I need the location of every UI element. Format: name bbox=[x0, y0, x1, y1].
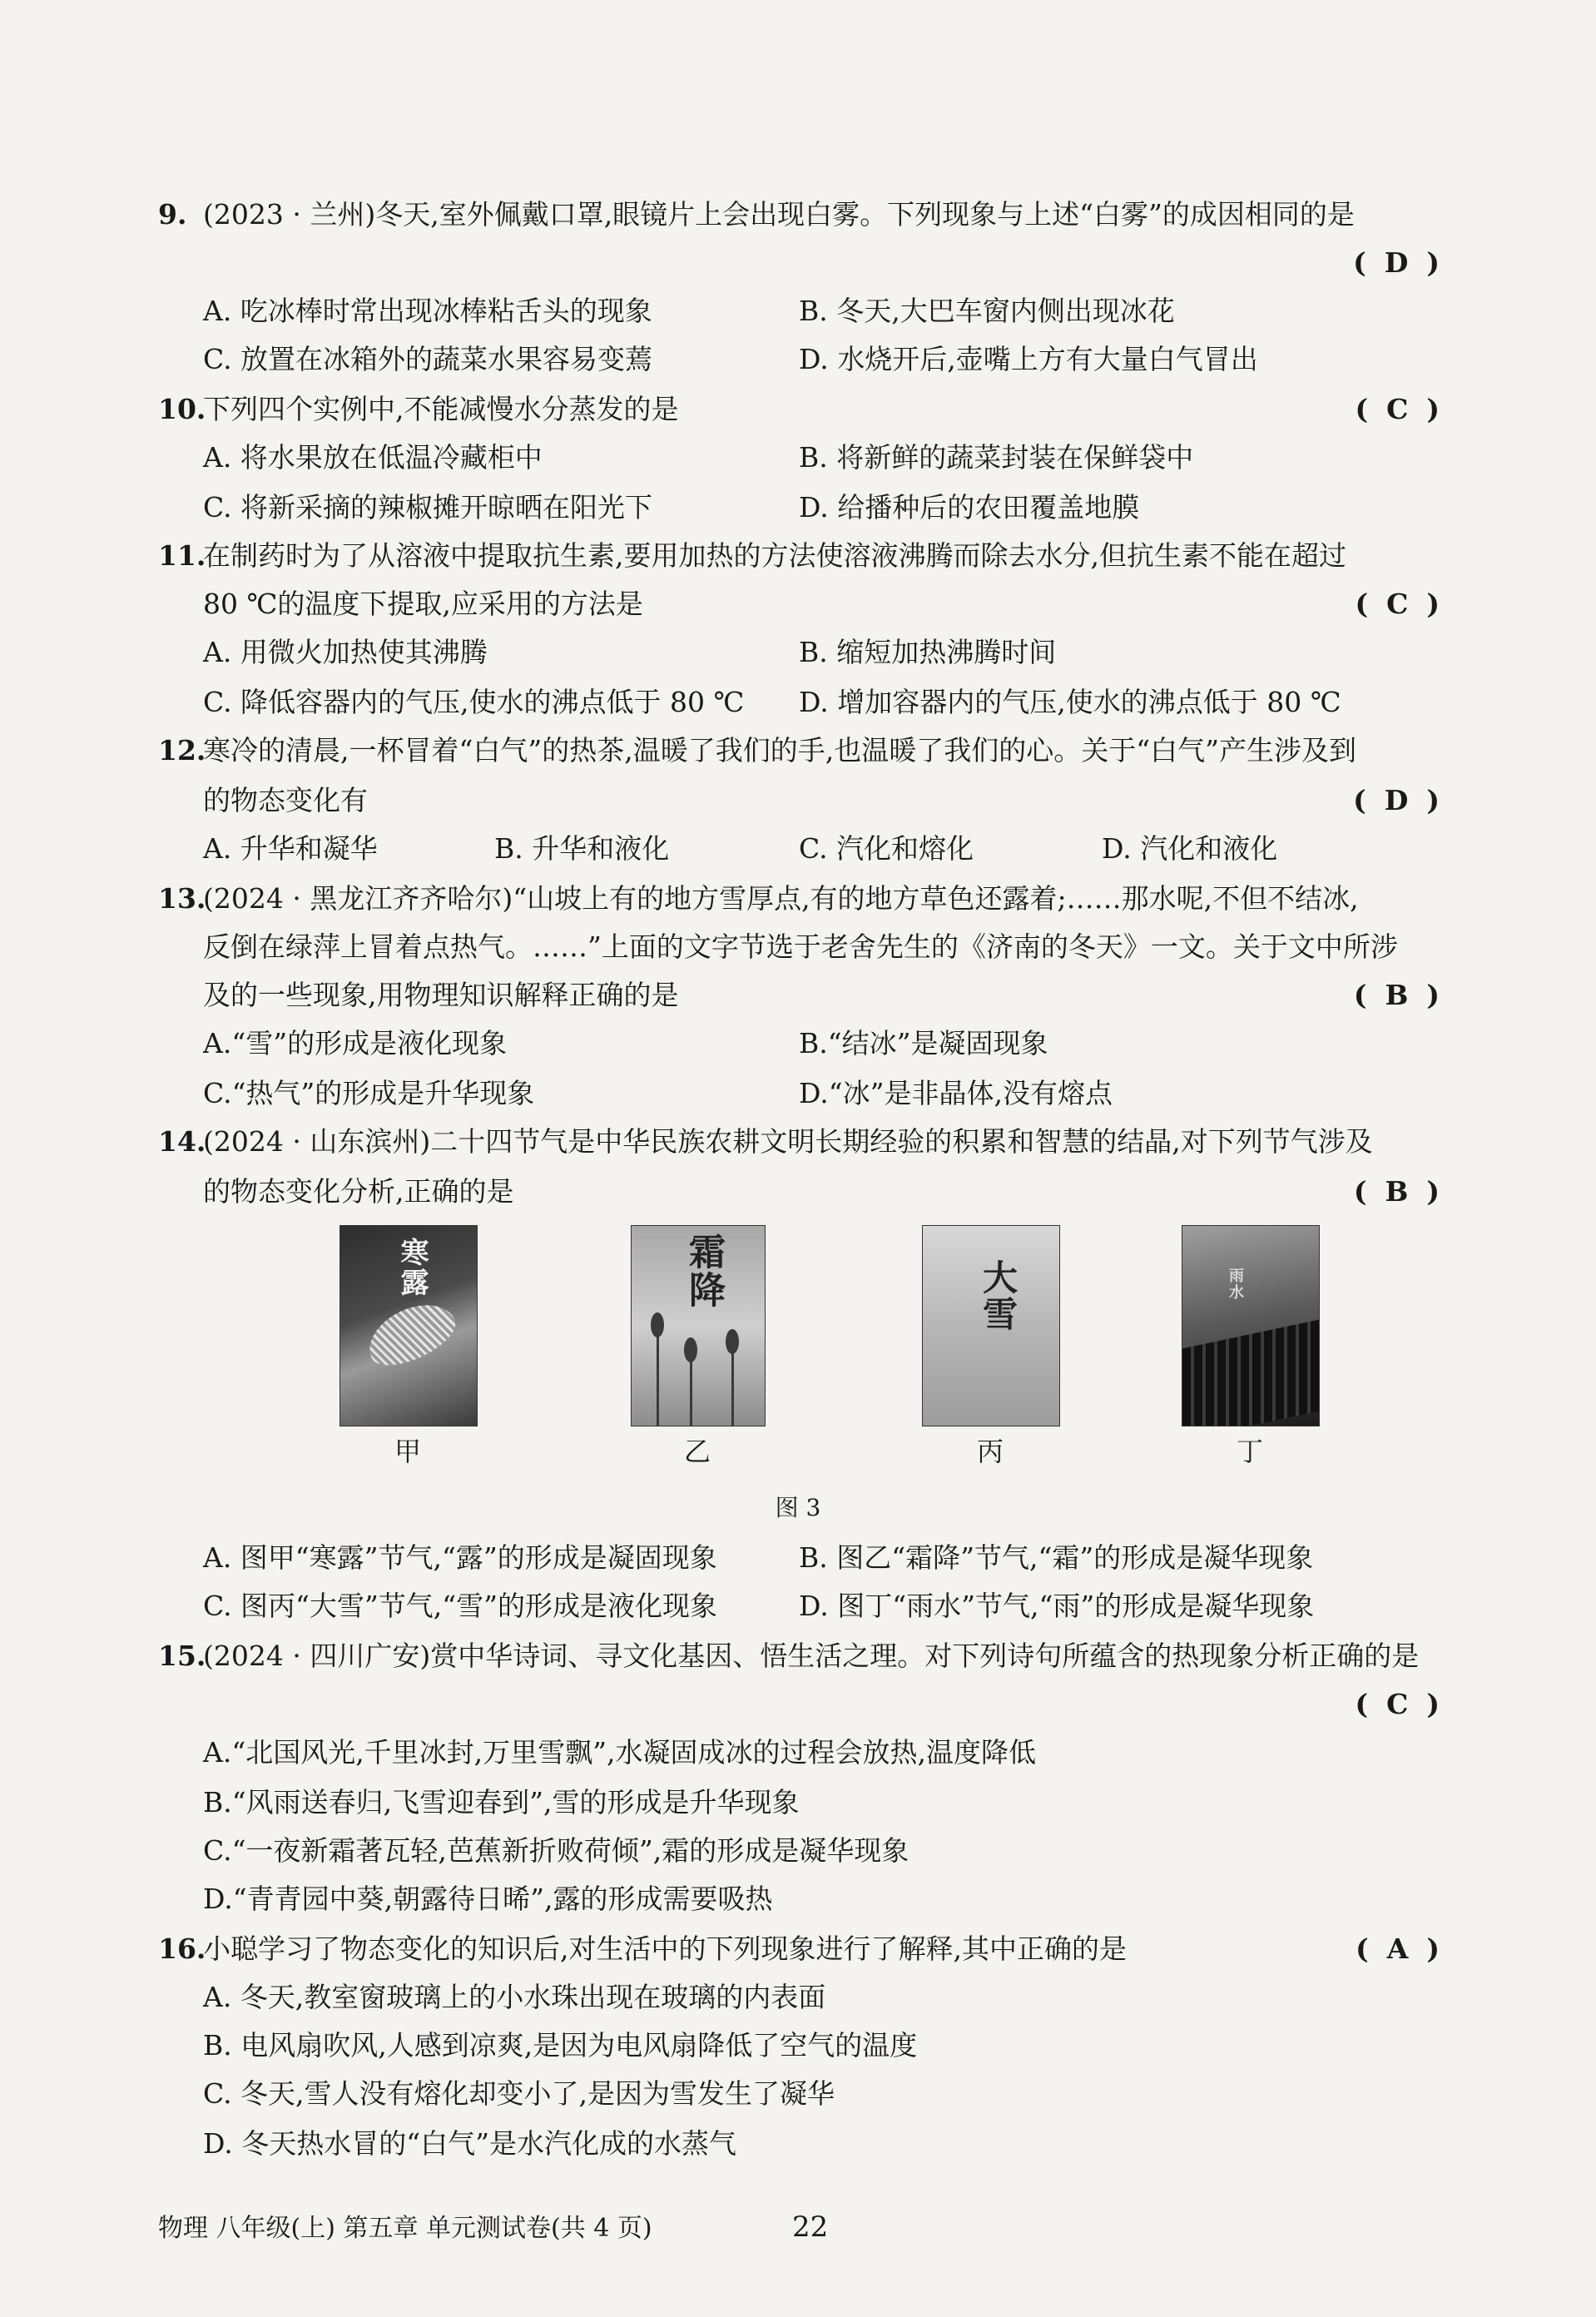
option-b: B.“结冰”是凝固现象 bbox=[799, 1027, 1048, 1059]
question-text: (2024 · 山东滨州)二十四节气是中华民族农耕文明长期经验的积累和智慧的结晶,对下列节气涉及 bbox=[203, 1125, 1373, 1158]
plant-stem-icon bbox=[657, 1326, 659, 1426]
question-number: 16. bbox=[158, 1932, 206, 1965]
option-d: D. 图丁“雨水”节气,“雨”的形成是凝华现象 bbox=[799, 1590, 1315, 1622]
option-a: A.“北国风光,千里冰封,万里雪飘”,水凝固成冰的过程会放热,温度降低 bbox=[203, 1736, 1037, 1769]
question-number: 15. bbox=[158, 1640, 206, 1672]
question-text: 及的一些现象,用物理知识解释正确的是 bbox=[203, 979, 679, 1011]
question-number: 13. bbox=[158, 882, 206, 915]
answer-letter: B bbox=[1385, 1175, 1415, 1208]
poster-shuangjiang-image bbox=[631, 1225, 766, 1426]
option-c: C.“热气”的形成是升华现象 bbox=[203, 1077, 535, 1109]
option-b: B. 电风扇吹风,人感到凉爽,是因为电风扇降低了空气的温度 bbox=[203, 2029, 918, 2061]
plant-bud-icon bbox=[726, 1329, 739, 1354]
answer-bracket: ( C ) bbox=[1355, 393, 1446, 425]
poster-hanlu-image bbox=[340, 1225, 478, 1426]
option-d: D. 冬天热水冒的“白气”是水汽化成的水蒸气 bbox=[203, 2127, 737, 2160]
question-text: 80 ℃的温度下提取,应采用的方法是 bbox=[203, 588, 643, 620]
question-text: 反倒在绿萍上冒着点热气。……”上面的文字节选于老舍先生的《济南的冬天》一文。关于文中所涉 bbox=[203, 930, 1398, 963]
option-a: A.“雪”的形成是液化现象 bbox=[203, 1027, 508, 1059]
page-footer: 物理 八年级(上) 第五章 单元测试卷(共 4 页) bbox=[158, 2214, 652, 2243]
question-text: 的物态变化分析,正确的是 bbox=[203, 1175, 514, 1208]
answer-letter: D bbox=[1384, 784, 1415, 816]
option-a: A. 用微火加热使其沸腾 bbox=[203, 636, 488, 668]
question-text: (2024 · 四川广安)赏中华诗词、寻文化基因、悟生活之理。对下列诗句所蕴含的热现象分析正确的是 bbox=[203, 1640, 1420, 1672]
answer-bracket: ( C ) bbox=[1355, 588, 1446, 620]
option-b: B. 将新鲜的蔬菜封装在保鲜袋中 bbox=[799, 441, 1194, 474]
answer-bracket: ( B ) bbox=[1353, 1175, 1446, 1208]
option-c: C. 冬天,雪人没有熔化却变小了,是因为雪发生了凝华 bbox=[203, 2077, 835, 2110]
question-number: 12. bbox=[158, 734, 206, 767]
poster-title: 霜降 bbox=[682, 1233, 725, 1309]
question-text: 寒冷的清晨,一杯冒着“白气”的热茶,温暖了我们的手,也温暖了我们的心。关于“白气”产生涉及到 bbox=[203, 734, 1356, 767]
answer-letter: B bbox=[1385, 979, 1415, 1011]
option-c: C.“一夜新霜著瓦轻,芭蕉新折败荷倾”,霜的形成是凝华现象 bbox=[203, 1834, 910, 1867]
question-text: 在制药时为了从溶液中提取抗生素,要用加热的方法使溶液沸腾而除去水分,但抗生素不能在超过 bbox=[203, 539, 1346, 572]
option-b: B. 冬天,大巴车窗内侧出现冰花 bbox=[799, 295, 1175, 327]
question-text: 小聪学习了物态变化的知识后,对生活中的下列现象进行了解释,其中正确的是 bbox=[203, 1932, 1127, 1965]
option-d: D. 增加容器内的气压,使水的沸点低于 80 ℃ bbox=[799, 686, 1341, 718]
option-c: C. 图丙“大雪”节气,“雪”的形成是液化现象 bbox=[203, 1590, 718, 1622]
answer-letter: A bbox=[1386, 1932, 1415, 1965]
option-c: C. 降低容器内的气压,使水的沸点低于 80 ℃ bbox=[203, 686, 745, 718]
figure-label-yi: 乙 bbox=[683, 1436, 711, 1467]
poster-daxue-image bbox=[922, 1225, 1060, 1426]
frost-leaf-icon bbox=[359, 1292, 463, 1377]
plant-bud-icon bbox=[684, 1337, 697, 1362]
question-number: 11. bbox=[158, 539, 206, 572]
question-text: (2023 · 兰州)冬天,室外佩戴口罩,眼镜片上会出现白雾。下列现象与上述“白雾”的成因相同的是 bbox=[203, 198, 1355, 231]
option-d: D.“冰”是非晶体,没有熔点 bbox=[799, 1077, 1113, 1109]
answer-letter: C bbox=[1386, 1688, 1415, 1720]
option-c: C. 汽化和熔化 bbox=[799, 832, 974, 865]
question-number: 9. bbox=[158, 198, 187, 231]
poster-title: 寒露 bbox=[395, 1238, 429, 1297]
option-a: A. 吃冰棒时常出现冰棒粘舌头的现象 bbox=[203, 295, 652, 327]
answer-bracket: ( A ) bbox=[1356, 1932, 1446, 1965]
figure-caption: 图 3 bbox=[775, 1494, 821, 1521]
answer-letter: C bbox=[1386, 588, 1415, 620]
question-number: 14. bbox=[158, 1125, 206, 1158]
option-a: A. 将水果放在低温冷藏柜中 bbox=[203, 441, 543, 474]
question-text: 的物态变化有 bbox=[203, 784, 368, 816]
page-number: 22 bbox=[792, 2210, 829, 2244]
answer-bracket: ( D ) bbox=[1353, 784, 1446, 816]
option-d: D.“青青园中葵,朝露待日晞”,露的形成需要吸热 bbox=[203, 1883, 773, 1915]
roof-tiles-icon bbox=[1182, 1320, 1319, 1426]
option-c: C. 放置在冰箱外的蔬菜水果容易变蔫 bbox=[203, 343, 653, 375]
figure-label-bing: 丙 bbox=[976, 1436, 1004, 1467]
answer-letter: C bbox=[1386, 393, 1415, 425]
option-c: C. 将新采摘的辣椒摊开晾晒在阳光下 bbox=[203, 491, 653, 523]
plant-stem-icon bbox=[731, 1342, 734, 1426]
option-a: A. 冬天,教室窗玻璃上的小水珠出现在玻璃的内表面 bbox=[203, 1981, 826, 2013]
poster-title: 雨水 bbox=[1227, 1268, 1244, 1301]
plant-bud-icon bbox=[651, 1312, 664, 1337]
option-b: B.“风雨送春归,飞雪迎春到”,雪的形成是升华现象 bbox=[203, 1786, 800, 1818]
figure-label-ding: 丁 bbox=[1236, 1436, 1263, 1467]
question-text: (2024 · 黑龙江齐齐哈尔)“山坡上有的地方雪厚点,有的地方草色还露着;……那水呢,不但不结冰, bbox=[203, 882, 1359, 915]
option-d: D. 给播种后的农田覆盖地膜 bbox=[799, 491, 1140, 523]
poster-title: 大雪 bbox=[978, 1259, 1019, 1332]
option-b: B. 缩短加热沸腾时间 bbox=[799, 636, 1057, 668]
option-a: A. 图甲“寒露”节气,“露”的形成是凝固现象 bbox=[203, 1541, 717, 1574]
option-b: B. 升华和液化 bbox=[494, 832, 670, 865]
answer-bracket: ( D ) bbox=[1353, 246, 1446, 279]
option-b: B. 图乙“霜降”节气,“霜”的形成是凝华现象 bbox=[799, 1541, 1314, 1574]
answer-letter: D bbox=[1384, 246, 1415, 279]
option-d: D. 水烧开后,壶嘴上方有大量白气冒出 bbox=[799, 343, 1258, 375]
figure-label-jia: 甲 bbox=[394, 1436, 421, 1467]
answer-bracket: ( C ) bbox=[1355, 1688, 1446, 1720]
question-number: 10. bbox=[158, 393, 206, 425]
question-text: 下列四个实例中,不能减慢水分蒸发的是 bbox=[203, 393, 679, 425]
option-a: A. 升华和凝华 bbox=[203, 832, 378, 865]
poster-yushui-image bbox=[1182, 1225, 1320, 1426]
option-d: D. 汽化和液化 bbox=[1102, 832, 1278, 865]
answer-bracket: ( B ) bbox=[1353, 979, 1446, 1011]
